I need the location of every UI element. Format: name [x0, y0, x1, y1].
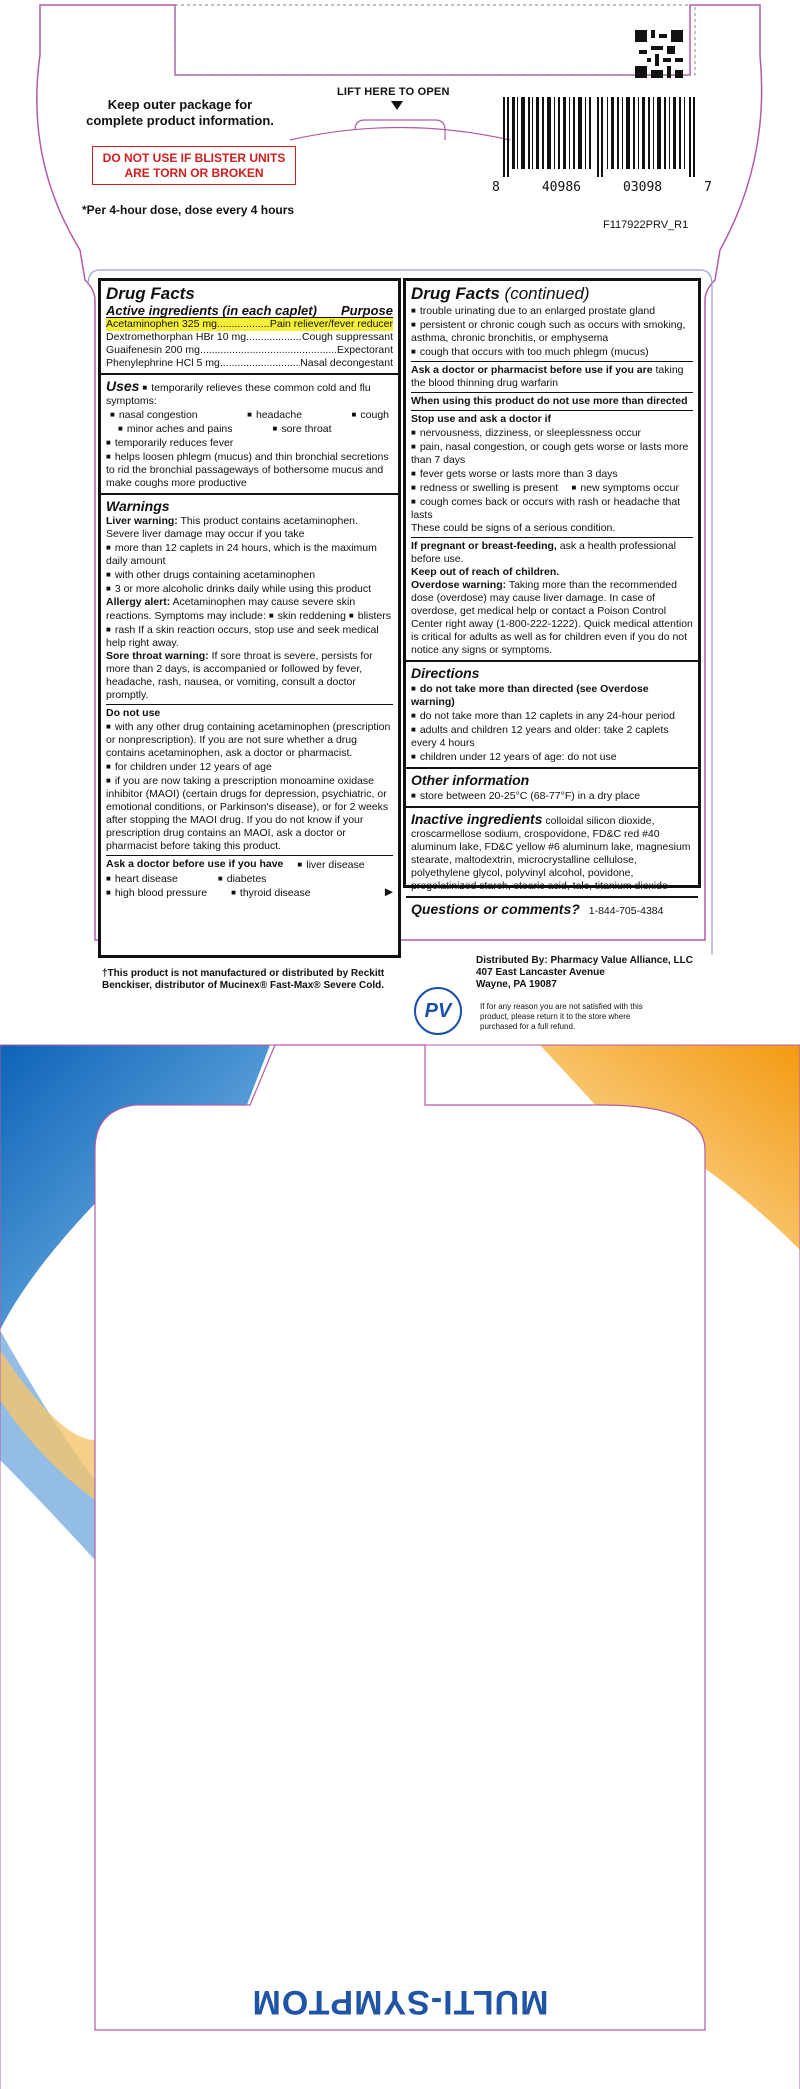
stop-use-title: Stop use and ask a doctor if: [411, 413, 552, 425]
stop-use-bullet: ■ fever gets worse or lasts more than 3 days: [411, 467, 693, 481]
qr-code: [635, 30, 683, 78]
ask-doctor-item: ■ cough that occurs with too much phlegm (mucus): [411, 345, 693, 359]
phone-number[interactable]: 1-844-705-4384: [588, 905, 664, 917]
keep-out-of-reach: Keep out of reach of children.: [411, 566, 560, 578]
ask-doctor-item: ■ heart disease: [106, 872, 178, 886]
allergy-alert-label: Allergy alert:: [106, 596, 171, 608]
barcode-digits: [492, 180, 712, 195]
pregnancy-label: If pregnant or breast-feeding,: [411, 540, 557, 552]
ask-doctor-item: ■ diabetes: [218, 872, 267, 886]
ingredient-purpose: Pain reliever/fever reducer: [269, 318, 393, 330]
drug-facts-title: Drug Facts: [411, 284, 500, 303]
allergy-symptom: ■ skin reddening: [269, 610, 346, 622]
ask-doctor-item: ■ liver disease: [297, 858, 364, 872]
uses-text: ■ temporarily relieves these common cold and flu symptoms:: [106, 382, 371, 407]
liver-bullet: ■ with other drugs containing acetaminophen: [106, 568, 393, 582]
uses-bullet: ■ temporarily reduces fever: [106, 436, 393, 450]
do-not-use-bullet: ■ with any other drug containing acetaminophen (prescription or nonprescription). If you are not sure whether a drug contains acetaminophen, ask a doctor or pharmacist.: [106, 720, 393, 760]
allergy-symptom: ■ blisters: [349, 610, 391, 622]
uses-title: Uses: [106, 378, 140, 394]
inactive-text: colloidal silicon dioxide, croscarmellose sodium, crospovidone, FD&C red #40 aluminum lake, FD&C yellow #6 aluminum lake, magnesium stearate, maltodextrin, microcrystalline cellulose, polyethylene glycol, polyvinyl alcohol, povidone, pregelatinized starch, stearic acid, talc, titanium dioxide: [411, 815, 691, 892]
ask-pharmacist-label: Ask a doctor or pharmacist before use if you are: [411, 364, 653, 376]
active-ingredients-header: [106, 304, 393, 318]
overdose-text: Taking more than the recommended dose (overdose) may cause liver damage. In case of overdose, get medical help or contact a Poison Control Center right away (1-800-222-1222). Quick medical attention is critical for adults as well as for children even if you do not notice any signs or symptoms.: [411, 579, 693, 656]
stop-use-bullet: ■ nervousness, dizziness, or sleeplessness occur: [411, 426, 693, 440]
lift-here-label[interactable]: LIFT HERE TO OPEN: [337, 86, 450, 98]
ingredient-name: Dextromethorphan HBr 10 mg: [106, 331, 247, 343]
purpose-label: Purpose: [340, 303, 393, 318]
continue-arrow-icon: ▶: [384, 886, 393, 898]
stop-use-bullet: ■ pain, nasal congestion, or cough gets worse or lasts more than 7 days: [411, 440, 693, 467]
inactive-section: [406, 806, 698, 896]
down-arrow-icon: [391, 101, 403, 110]
stop-use-bullet: ■ new symptoms occur: [572, 481, 679, 495]
other-info-section: [406, 767, 698, 806]
uses-bullet: ■ helps loosen phlegm (mucus) and thin bronchial secretions to rid the bronchial passageways of bothersome mucus and make coughs more productive: [106, 450, 393, 490]
when-using-text: When using this product do not use more than directed: [411, 392, 693, 408]
stop-use-bullet: ■ cough comes back or occurs with rash or headache that lasts: [411, 495, 693, 522]
barcode-digit-3: 03098: [623, 180, 663, 195]
other-info-text: ■ store between 20-25°C (68-77°F) in a dry place: [411, 789, 693, 803]
distributor-block: [476, 955, 693, 991]
active-ingredients-label: Active ingredients (in each caplet): [106, 303, 317, 318]
barcode-digit-2: 40986: [541, 180, 581, 195]
directions-title: Directions: [411, 665, 480, 681]
direction-item: ■ do not take more than 12 caplets in any 24-hour period: [411, 709, 693, 723]
allergy-after-text: If a skin reaction occurs, stop use and seek medical help right away.: [106, 624, 379, 649]
warnings-section: [101, 493, 398, 903]
liver-warning-label: Liver warning:: [106, 515, 178, 527]
ingredient-name: Guaifenesin 200 mg: [106, 344, 200, 356]
ingredient-row: [106, 357, 393, 370]
allergy-symptom: ■ rash: [106, 624, 135, 636]
ingredient-purpose: Nasal decongestant: [300, 357, 393, 369]
ask-doctor-item: ■ persistent or chronic cough such as occurs with smoking, asthma, chronic bronchitis, or emphysema: [411, 318, 693, 345]
barcode-digit-4: 7: [704, 180, 712, 195]
ask-doctor-item: ■ thyroid disease: [231, 886, 310, 900]
warnings-title: Warnings: [106, 498, 170, 514]
brand-name: MULTI-SYMPTOM: [251, 1983, 549, 2021]
uses-section: [101, 373, 398, 493]
ingredient-name: Phenylephrine HCl 5 mg: [106, 357, 220, 369]
allergy-alert-text: Acetaminophen may cause severe skin reactions. Symptoms may include:: [106, 596, 356, 622]
product-code: F117922PRV_R1: [603, 219, 689, 231]
keep-package-note: Keep outer package for complete product information.: [86, 97, 274, 128]
ask-doctor-title: Ask a doctor before use if you have: [106, 858, 284, 870]
sore-throat-text: If sore throat is severe, persists for more than 2 days, is accompanied or followed by fever, headache, rash, nausea, or vomiting, consult a doctor promptly.: [106, 650, 373, 701]
direction-item: ■ do not take more than directed (see Overdose warning): [411, 682, 693, 709]
barcode: [503, 97, 703, 177]
do-not-use-bullet: ■ for children under 12 years of age: [106, 760, 393, 774]
questions-title: Questions or comments?: [411, 901, 580, 917]
ingredient-row: [106, 318, 393, 331]
blister-warning: [92, 146, 296, 185]
drug-facts-left: [98, 278, 401, 958]
distributor-address: 407 East Lancaster Avenue: [476, 967, 605, 978]
manufacturer-footnote: †This product is not manufactured or distributed by Reckitt Benckiser, distributor of Mucinex® Fast-Max® Severe Cold.: [102, 968, 385, 991]
liver-bullet: ■ more than 12 caplets in 24 hours, which is the maximum daily amount: [106, 541, 393, 568]
blister-warning-text: DO NOT USE IF BLISTER UNITS ARE TORN OR BROKEN: [102, 150, 286, 180]
overdose-label: Overdose warning:: [411, 579, 507, 591]
symptom-item: ■ nasal congestion: [110, 408, 198, 422]
other-info-title: Other information: [411, 772, 530, 788]
pv-logo: PV: [414, 987, 462, 1035]
direction-item: ■ children under 12 years of age: do not use: [411, 750, 693, 764]
symptom-item: ■ sore throat: [273, 422, 332, 436]
do-not-use-bullet: ■ if you are now taking a prescription monoamine oxidase inhibitor (MAOI) (certain drugs for depression, psychiatric, or emotional conditions, or Parkinson's disease), or for 2 weeks after stopping the MAOI drug. If you do not know if your prescription drug contains an MAOI, ask a doctor or pharmacist before taking this product.: [106, 774, 393, 853]
refund-note: If for any reason you are not satisfied with this product, please return it to the store where purchased for a full refund.: [480, 1002, 643, 1031]
stop-use-bullet: ■ redness or swelling is present: [411, 481, 558, 495]
liver-warning-text: This product contains acetaminophen. Severe liver damage may occur if you take: [106, 515, 358, 540]
per-dose-note: *Per 4-hour dose, dose every 4 hours: [82, 203, 295, 217]
ask-doctor-item: ■ trouble urinating due to an enlarged prostate gland: [411, 304, 693, 318]
symptom-item: ■ headache: [247, 408, 302, 422]
do-not-use-title: Do not use: [106, 707, 161, 719]
sore-throat-label: Sore throat warning:: [106, 650, 209, 662]
distributor-city: Wayne, PA 19087: [476, 979, 557, 990]
stop-use-after: These could be signs of a serious condition.: [411, 522, 616, 534]
ask-pharmacist-text: taking the blood thinning drug warfarin: [411, 364, 684, 389]
pregnancy-text: ask a health professional before use.: [411, 540, 676, 565]
liver-bullet: ■ 3 or more alcoholic drinks daily while using this product: [106, 582, 393, 596]
barcode-digit-1: 8: [492, 180, 500, 195]
symptom-item: ■ minor aches and pains: [118, 422, 233, 436]
ask-doctor-item: ■ high blood pressure: [106, 886, 207, 900]
directions-section: [406, 660, 698, 767]
ingredient-row: [106, 331, 393, 344]
direction-item: ■ adults and children 12 years and older: take 2 caplets every 4 hours: [411, 723, 693, 750]
drug-facts-title: Drug Facts: [106, 284, 195, 303]
symptom-item: ■ cough: [352, 408, 389, 422]
ingredient-purpose: Expectorant: [336, 344, 393, 356]
inactive-title: Inactive ingredients: [411, 811, 543, 827]
ingredient-row: [106, 344, 393, 357]
questions-section: [406, 896, 698, 921]
ingredient-name: Acetaminophen 325 mg: [106, 318, 217, 330]
continued-label: (continued): [504, 284, 590, 303]
ingredient-purpose: Cough suppressant: [301, 331, 393, 343]
drug-facts-right: [403, 278, 701, 917]
distributor-label: Distributed By: Pharmacy Value Alliance, LLC: [476, 955, 693, 966]
